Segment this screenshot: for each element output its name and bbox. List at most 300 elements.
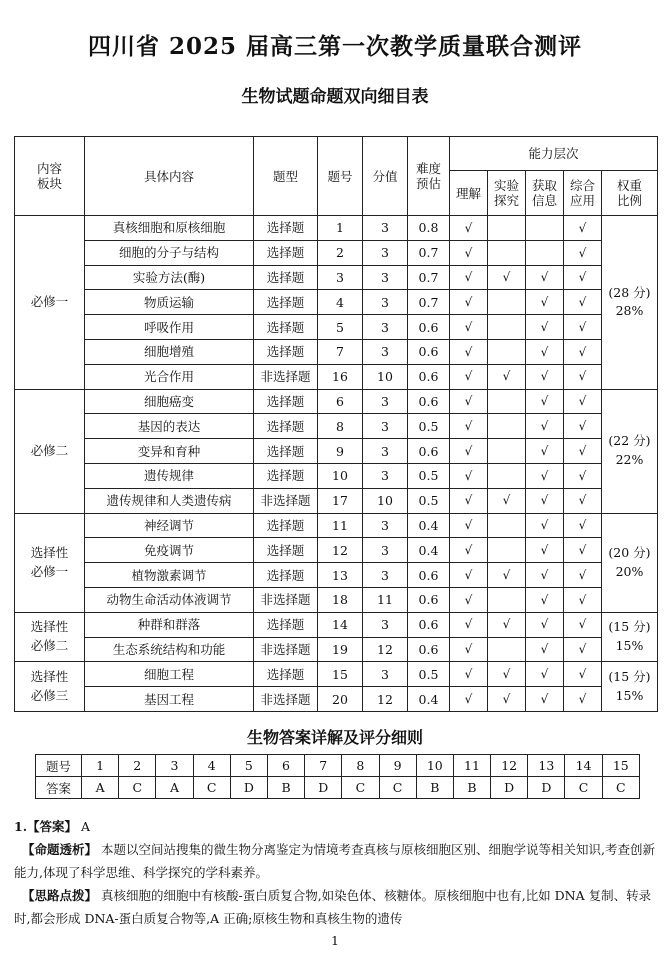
- score-cell: 3: [363, 563, 408, 588]
- answer-value-cell: C: [342, 777, 379, 799]
- table-row: [15, 538, 658, 563]
- header-difficulty: 难度 预估: [408, 137, 450, 216]
- check-icon: √: [578, 295, 587, 310]
- check-cell: [450, 240, 488, 265]
- check-cell: [488, 463, 526, 488]
- check-cell: [450, 439, 488, 464]
- table-row: [15, 414, 658, 439]
- check-icon: √: [502, 493, 511, 508]
- check-cell: [450, 612, 488, 637]
- check-cell: [450, 389, 488, 414]
- table-row: [15, 389, 658, 414]
- type-cell: 选择题: [254, 216, 318, 241]
- question-1-answer-value: A: [77, 819, 91, 834]
- difficulty-cell: 0.7: [408, 290, 450, 315]
- header-apply: 综合 应用: [564, 171, 602, 216]
- check-icon: √: [578, 394, 587, 409]
- check-cell: [564, 687, 602, 712]
- header-acquire: 获取 信息: [526, 171, 564, 216]
- check-cell: [488, 439, 526, 464]
- check-icon: √: [464, 543, 473, 558]
- check-cell: [564, 463, 602, 488]
- answer-value-cell: C: [193, 777, 230, 799]
- header-block: 内容 板块: [15, 137, 85, 216]
- table-row: [15, 637, 658, 662]
- check-cell: [564, 662, 602, 687]
- content-cell: 遗传规律和人类遗传病: [85, 488, 254, 513]
- check-cell: [450, 216, 488, 241]
- table-row: [15, 265, 658, 290]
- check-icon: √: [464, 642, 473, 657]
- check-cell: [488, 563, 526, 588]
- check-cell: [450, 463, 488, 488]
- check-cell: [564, 290, 602, 315]
- answer-value-label: 答案: [36, 777, 82, 799]
- number-cell: 5: [318, 315, 363, 340]
- block-cell: 选择性 必修三: [15, 662, 85, 712]
- check-cell: [488, 389, 526, 414]
- content-cell: 真核细胞和原核细胞: [85, 216, 254, 241]
- number-cell: 2: [318, 240, 363, 265]
- check-cell: [450, 339, 488, 364]
- answer-number-label: 题号: [36, 755, 82, 777]
- number-cell: 19: [318, 637, 363, 662]
- check-cell: [564, 315, 602, 340]
- answer-number-cell: 13: [528, 755, 565, 777]
- check-icon: √: [464, 245, 473, 260]
- answer-value-cell: A: [82, 777, 119, 799]
- check-icon: √: [502, 369, 511, 384]
- check-icon: √: [540, 592, 549, 607]
- check-cell: [526, 488, 564, 513]
- answer-value-cell: C: [379, 777, 416, 799]
- table-row: [15, 216, 658, 241]
- check-cell: [526, 290, 564, 315]
- type-cell: 选择题: [254, 563, 318, 588]
- type-cell: 非选择题: [254, 587, 318, 612]
- check-cell: [564, 513, 602, 538]
- answer-number-cell: 3: [156, 755, 193, 777]
- check-icon: √: [540, 468, 549, 483]
- table-row: [15, 339, 658, 364]
- difficulty-cell: 0.5: [408, 662, 450, 687]
- check-cell: [526, 414, 564, 439]
- check-icon: √: [578, 493, 587, 508]
- block-cell: 选择性 必修二: [15, 612, 85, 662]
- content-cell: 细胞的分子与结构: [85, 240, 254, 265]
- check-icon: √: [464, 344, 473, 359]
- check-icon: √: [578, 245, 587, 260]
- table-row: [15, 439, 658, 464]
- check-icon: √: [540, 369, 549, 384]
- type-cell: 选择题: [254, 463, 318, 488]
- number-cell: 3: [318, 265, 363, 290]
- number-cell: 9: [318, 439, 363, 464]
- check-cell: [488, 513, 526, 538]
- score-cell: 3: [363, 265, 408, 290]
- check-icon: √: [578, 567, 587, 582]
- content-cell: 基因的表达: [85, 414, 254, 439]
- type-cell: 非选择题: [254, 488, 318, 513]
- check-cell: [564, 364, 602, 389]
- check-cell: [488, 538, 526, 563]
- difficulty-cell: 0.6: [408, 364, 450, 389]
- check-cell: [526, 587, 564, 612]
- check-cell: [450, 513, 488, 538]
- check-cell: [488, 662, 526, 687]
- check-icon: √: [578, 468, 587, 483]
- check-icon: √: [464, 667, 473, 682]
- table-row: [15, 240, 658, 265]
- answer-number-cell: 14: [565, 755, 602, 777]
- answers-title: 生物答案详解及评分细则: [246, 728, 423, 747]
- check-icon: √: [464, 592, 473, 607]
- number-cell: 20: [318, 687, 363, 712]
- spec-header-row-1: [15, 137, 658, 171]
- score-cell: 3: [363, 513, 408, 538]
- check-cell: [526, 240, 564, 265]
- check-cell: [564, 265, 602, 290]
- difficulty-cell: 0.4: [408, 513, 450, 538]
- number-cell: 10: [318, 463, 363, 488]
- table-row: [15, 290, 658, 315]
- answer-number-cell: 1: [82, 755, 119, 777]
- number-cell: 11: [318, 513, 363, 538]
- check-cell: [526, 389, 564, 414]
- answer-value-cell: D: [305, 777, 342, 799]
- check-icon: √: [464, 518, 473, 533]
- difficulty-cell: 0.6: [408, 439, 450, 464]
- answer-value-cell: D: [230, 777, 267, 799]
- check-icon: √: [540, 394, 549, 409]
- page-number: 1: [331, 933, 339, 948]
- number-cell: 15: [318, 662, 363, 687]
- score-cell: 3: [363, 216, 408, 241]
- content-cell: 实验方法(酶): [85, 265, 254, 290]
- check-cell: [564, 240, 602, 265]
- check-cell: [526, 265, 564, 290]
- check-cell: [564, 538, 602, 563]
- header-content: 具体内容: [85, 137, 254, 216]
- difficulty-cell: 0.6: [408, 587, 450, 612]
- check-icon: √: [464, 443, 473, 458]
- block-cell: 选择性 必修一: [15, 513, 85, 612]
- difficulty-cell: 0.6: [408, 563, 450, 588]
- weight-cell: (15 分) 15%: [602, 662, 658, 712]
- score-cell: 3: [363, 414, 408, 439]
- check-cell: [488, 216, 526, 241]
- answer-value-cell: D: [491, 777, 528, 799]
- score-cell: 10: [363, 488, 408, 513]
- check-cell: [488, 637, 526, 662]
- content-cell: 免疫调节: [85, 538, 254, 563]
- block-cell: 必修一: [15, 216, 85, 390]
- check-icon: √: [502, 567, 511, 582]
- check-cell: [526, 662, 564, 687]
- check-cell: [526, 637, 564, 662]
- check-icon: √: [464, 369, 473, 384]
- difficulty-cell: 0.6: [408, 315, 450, 340]
- content-cell: 细胞癌变: [85, 389, 254, 414]
- content-cell: 基因工程: [85, 687, 254, 712]
- type-cell: 选择题: [254, 662, 318, 687]
- type-cell: 非选择题: [254, 364, 318, 389]
- check-cell: [564, 439, 602, 464]
- score-cell: 3: [363, 463, 408, 488]
- check-cell: [450, 315, 488, 340]
- check-icon: √: [464, 419, 473, 434]
- answer-number-cell: 11: [453, 755, 490, 777]
- check-cell: [488, 364, 526, 389]
- answer-number-cell: 12: [491, 755, 528, 777]
- type-cell: 选择题: [254, 439, 318, 464]
- score-cell: 12: [363, 687, 408, 712]
- score-cell: 3: [363, 662, 408, 687]
- number-cell: 1: [318, 216, 363, 241]
- score-cell: 10: [363, 364, 408, 389]
- type-cell: 选择题: [254, 240, 318, 265]
- check-icon: √: [502, 667, 511, 682]
- check-icon: √: [578, 270, 587, 285]
- approach-tag: 【思路点拨】: [22, 888, 98, 903]
- check-icon: √: [540, 642, 549, 657]
- question-1-answer: [14, 815, 659, 838]
- number-cell: 13: [318, 563, 363, 588]
- table-row: [15, 513, 658, 538]
- check-cell: [526, 439, 564, 464]
- check-icon: √: [540, 344, 549, 359]
- table-row: [15, 488, 658, 513]
- check-cell: [488, 339, 526, 364]
- check-cell: [488, 687, 526, 712]
- check-icon: √: [464, 691, 473, 706]
- answer-number-cell: 5: [230, 755, 267, 777]
- analysis-text: 本题以空间站搜集的微生物分离鉴定为情境考查真核与原核细胞区别、细胞学说等相关知识,考查创新能力,体现了科学思维、科学探究的学科素养。: [14, 842, 655, 880]
- check-icon: √: [540, 443, 549, 458]
- content-cell: 遗传规律: [85, 463, 254, 488]
- type-cell: 非选择题: [254, 687, 318, 712]
- difficulty-cell: 0.5: [408, 488, 450, 513]
- type-cell: 选择题: [254, 513, 318, 538]
- check-cell: [564, 339, 602, 364]
- check-icon: √: [464, 567, 473, 582]
- answer-number-cell: 9: [379, 755, 416, 777]
- check-icon: √: [578, 518, 587, 533]
- score-cell: 3: [363, 290, 408, 315]
- check-cell: [526, 513, 564, 538]
- answer-value-row: [36, 777, 640, 799]
- check-cell: [564, 488, 602, 513]
- check-cell: [450, 265, 488, 290]
- check-cell: [526, 339, 564, 364]
- header-weight: 权重 比例: [602, 171, 658, 216]
- answer-value-cell: C: [565, 777, 602, 799]
- check-icon: √: [502, 691, 511, 706]
- check-icon: √: [578, 667, 587, 682]
- explanation-approach: [14, 884, 659, 930]
- table-row: [15, 587, 658, 612]
- check-icon: √: [464, 220, 473, 235]
- check-cell: [450, 414, 488, 439]
- check-cell: [526, 364, 564, 389]
- answer-value-cell: B: [416, 777, 453, 799]
- check-icon: √: [540, 295, 549, 310]
- content-cell: 神经调节: [85, 513, 254, 538]
- check-cell: [564, 563, 602, 588]
- check-cell: [450, 538, 488, 563]
- number-cell: 7: [318, 339, 363, 364]
- answer-value-cell: B: [453, 777, 490, 799]
- check-icon: √: [578, 319, 587, 334]
- weight-cell: (20 分) 20%: [602, 513, 658, 612]
- check-cell: [488, 315, 526, 340]
- check-icon: √: [540, 319, 549, 334]
- number-cell: 8: [318, 414, 363, 439]
- check-cell: [526, 315, 564, 340]
- header-type: 题型: [254, 137, 318, 216]
- content-cell: 细胞工程: [85, 662, 254, 687]
- check-icon: √: [578, 419, 587, 434]
- difficulty-cell: 0.6: [408, 389, 450, 414]
- difficulty-cell: 0.6: [408, 612, 450, 637]
- check-icon: √: [502, 270, 511, 285]
- check-cell: [564, 389, 602, 414]
- check-cell: [564, 414, 602, 439]
- difficulty-cell: 0.6: [408, 637, 450, 662]
- check-cell: [564, 612, 602, 637]
- score-cell: 3: [363, 538, 408, 563]
- check-icon: √: [578, 443, 587, 458]
- check-icon: √: [540, 270, 549, 285]
- answer-number-cell: 7: [305, 755, 342, 777]
- type-cell: 选择题: [254, 290, 318, 315]
- answer-number-cell: 10: [416, 755, 453, 777]
- type-cell: 选择题: [254, 538, 318, 563]
- score-cell: 11: [363, 587, 408, 612]
- check-icon: √: [464, 319, 473, 334]
- check-cell: [488, 290, 526, 315]
- answer-number-cell: 4: [193, 755, 230, 777]
- header-number: 题号: [318, 137, 363, 216]
- type-cell: 选择题: [254, 612, 318, 637]
- content-cell: 种群和群落: [85, 612, 254, 637]
- difficulty-cell: 0.6: [408, 339, 450, 364]
- analysis-tag: 【命题透析】: [22, 842, 98, 857]
- table-row: [15, 563, 658, 588]
- answer-number-row: [36, 755, 640, 777]
- check-icon: √: [540, 617, 549, 632]
- header-experiment: 实验 探究: [488, 171, 526, 216]
- table-row: [15, 612, 658, 637]
- type-cell: 非选择题: [254, 637, 318, 662]
- check-cell: [564, 587, 602, 612]
- answer-value-cell: C: [119, 777, 156, 799]
- score-cell: 3: [363, 439, 408, 464]
- content-cell: 物质运输: [85, 290, 254, 315]
- score-cell: 3: [363, 612, 408, 637]
- check-icon: √: [502, 617, 511, 632]
- score-cell: 3: [363, 389, 408, 414]
- check-cell: [526, 538, 564, 563]
- check-cell: [450, 290, 488, 315]
- content-cell: 生态系统结构和功能: [85, 637, 254, 662]
- check-cell: [450, 637, 488, 662]
- score-cell: 3: [363, 240, 408, 265]
- check-cell: [564, 216, 602, 241]
- answer-value-cell: A: [156, 777, 193, 799]
- check-cell: [450, 563, 488, 588]
- header-score: 分值: [363, 137, 408, 216]
- check-icon: √: [578, 617, 587, 632]
- content-cell: 呼吸作用: [85, 315, 254, 340]
- table-row: [15, 315, 658, 340]
- check-cell: [526, 687, 564, 712]
- check-cell: [488, 265, 526, 290]
- page-subtitle: 生物试题命题双向细目表: [241, 87, 429, 107]
- check-cell: [526, 563, 564, 588]
- content-cell: 光合作用: [85, 364, 254, 389]
- check-cell: [488, 587, 526, 612]
- table-row: [15, 364, 658, 389]
- type-cell: 选择题: [254, 339, 318, 364]
- weight-cell: (22 分) 22%: [602, 389, 658, 513]
- check-cell: [526, 463, 564, 488]
- difficulty-cell: 0.5: [408, 463, 450, 488]
- number-cell: 16: [318, 364, 363, 389]
- type-cell: 选择题: [254, 389, 318, 414]
- check-cell: [488, 488, 526, 513]
- check-icon: √: [464, 617, 473, 632]
- check-icon: √: [540, 493, 549, 508]
- check-cell: [450, 488, 488, 513]
- check-icon: √: [578, 344, 587, 359]
- check-icon: √: [578, 369, 587, 384]
- check-icon: √: [540, 518, 549, 533]
- score-cell: 3: [363, 315, 408, 340]
- content-cell: 动物生命活动体液调节: [85, 587, 254, 612]
- check-cell: [526, 612, 564, 637]
- answer-number-cell: 15: [602, 755, 639, 777]
- check-icon: √: [540, 667, 549, 682]
- check-icon: √: [464, 493, 473, 508]
- check-icon: √: [464, 270, 473, 285]
- type-cell: 选择题: [254, 414, 318, 439]
- check-icon: √: [464, 295, 473, 310]
- spec-table: [14, 136, 658, 712]
- difficulty-cell: 0.4: [408, 538, 450, 563]
- type-cell: 选择题: [254, 265, 318, 290]
- check-icon: √: [464, 394, 473, 409]
- difficulty-cell: 0.7: [408, 240, 450, 265]
- page-title: 四川省 2025 届高三第一次教学质量联合测评: [87, 33, 583, 60]
- block-cell: 必修二: [15, 389, 85, 513]
- content-cell: 植物激素调节: [85, 563, 254, 588]
- question-1-prefix: 1.【答案】: [14, 819, 78, 834]
- answer-value-cell: C: [602, 777, 639, 799]
- header-ability: 能力层次: [450, 137, 658, 171]
- approach-text: 真核细胞的细胞中有核酸-蛋白质复合物,如染色体、核糖体。原核细胞中也有,比如 DNA 复制、转录时,都会形成 DNA-蛋白质复合物等,A 正确;原核生物和真核生物的遗传: [14, 888, 652, 926]
- check-icon: √: [540, 419, 549, 434]
- content-cell: 细胞增殖: [85, 339, 254, 364]
- type-cell: 选择题: [254, 315, 318, 340]
- table-row: [15, 687, 658, 712]
- number-cell: 4: [318, 290, 363, 315]
- difficulty-cell: 0.7: [408, 265, 450, 290]
- check-icon: √: [540, 543, 549, 558]
- difficulty-cell: 0.8: [408, 216, 450, 241]
- check-cell: [450, 687, 488, 712]
- check-icon: √: [578, 592, 587, 607]
